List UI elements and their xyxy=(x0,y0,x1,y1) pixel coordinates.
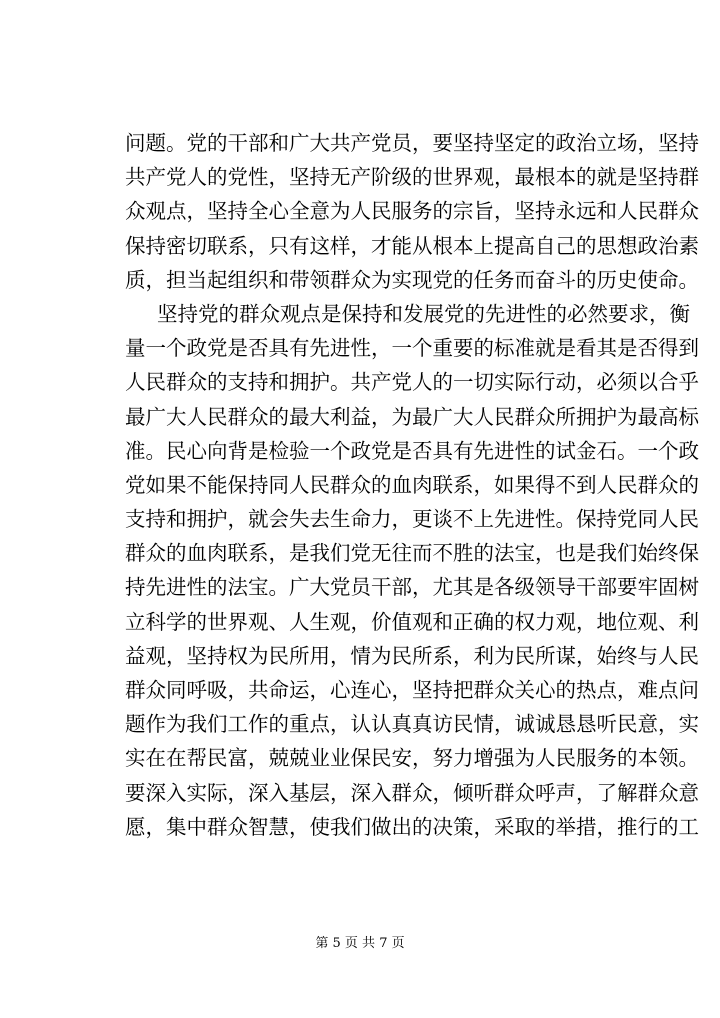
text-line: 实在在帮民富，兢兢业业保民安，努力增强为人民服务的本领。 xyxy=(125,746,699,771)
text-line: 群众的血肉联系，是我们党无往而不胜的法宝，也是我们始终保 xyxy=(125,541,699,566)
text-line: 党如果不能保持同人民群众的血肉联系，如果得不到人民群众的 xyxy=(125,472,699,497)
text-line: 持先进性的法宝。广大党员干部，尤其是各级领导干部要牢固树 xyxy=(125,575,699,600)
text-line: 量一个政党是否具有先进性，一个重要的标准就是看其是否得到 xyxy=(125,336,699,361)
text-line: 问题。党的干部和广大共产党员，要坚持坚定的政治立场，坚持 xyxy=(125,131,699,155)
text-line: 众观点，坚持全心全意为人民服务的宗旨，坚持永远和人民群众 xyxy=(125,199,699,224)
body-text xyxy=(125,126,699,844)
page-footer: 第 5 页 共 7 页 xyxy=(315,936,405,951)
text-line: 群众同呼吸，共命运，心连心，坚持把群众关心的热点，难点问 xyxy=(125,678,699,702)
paragraph-first-line: 坚持党的群众观点是保持和发展党的先进性的必然要求，衡 xyxy=(157,301,690,326)
text-line: 保持密切联系，只有这样，才能从根本上提高自己的思想政治素 xyxy=(125,233,699,258)
text-line: 准。民心向背是检验一个政党是否具有先进性的试金石。一个政 xyxy=(125,438,699,463)
text-line: 人民群众的支持和拥护。共产党人的一切实际行动，必须以合乎 xyxy=(125,370,699,395)
text-line: 题作为我们工作的重点，认认真真访民情，诚诚恳恳听民意，实 xyxy=(125,712,699,737)
text-line: 支持和拥护，就会失去生命力，更谈不上先进性。保持党同人民 xyxy=(125,507,699,532)
text-line: 共产党人的党性，坚持无产阶级的世界观，最根本的就是坚持群 xyxy=(125,165,699,190)
text-line: 益观，坚持权为民所用，情为民所系，利为民所谋，始终与人民 xyxy=(125,643,699,668)
text-line: 要深入实际，深入基层，深入群众，倾听群众呼声，了解群众意 xyxy=(125,780,699,805)
text-line: 立科学的世界观、人生观，价值观和正确的权力观，地位观、利 xyxy=(125,609,699,634)
text-line: 质，担当起组织和带领群众为实现党的任务而奋斗的历史使命。 xyxy=(125,267,699,292)
text-line: 最广大人民群众的最大利益，为最广大人民群众所拥护为最高标 xyxy=(125,404,699,429)
text-line: 愿，集中群众智慧，使我们做出的决策，采取的举措，推行的工 xyxy=(125,814,699,839)
